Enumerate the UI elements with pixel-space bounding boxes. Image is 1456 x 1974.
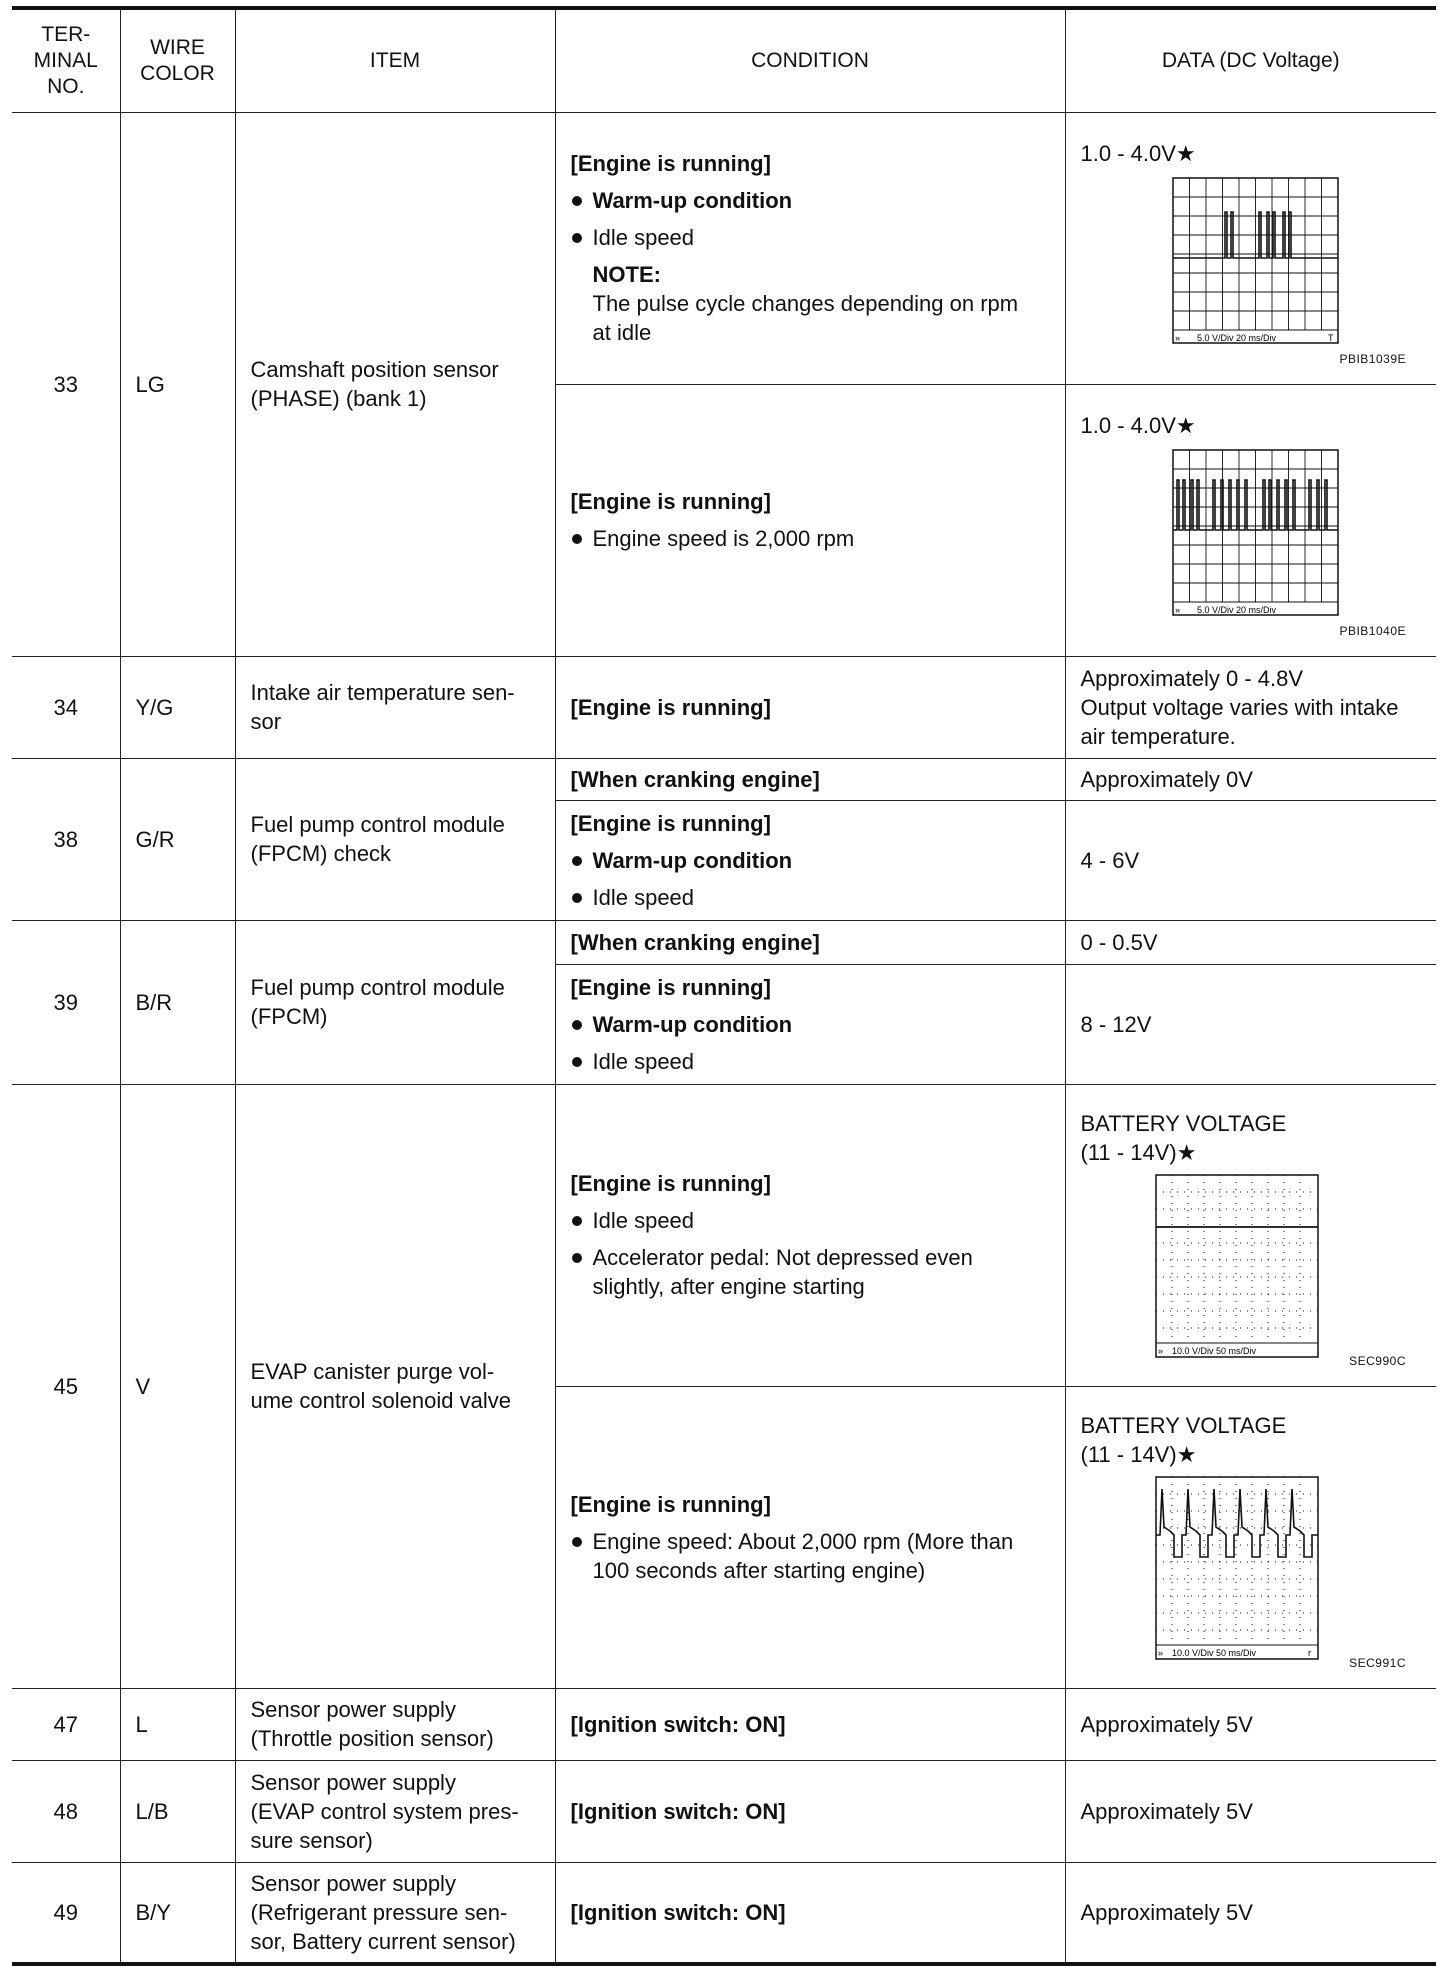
condition-heading: [Engine is running] bbox=[570, 489, 771, 514]
item-line: EVAP canister purge vol- bbox=[250, 1359, 495, 1384]
scope-label: 5.0 V/Div 20 ms/Div bbox=[1196, 332, 1276, 343]
data-cell: 0 - 0.5V bbox=[1065, 920, 1436, 964]
star-icon: ★ bbox=[1175, 140, 1196, 166]
terminal-number: 39 bbox=[12, 920, 120, 1084]
condition-heading: [Engine is running] bbox=[570, 1491, 771, 1517]
scope-prefix: » bbox=[1157, 1648, 1163, 1658]
condition-heading: [When cranking engine] bbox=[570, 766, 820, 792]
item-line: Fuel pump control module bbox=[250, 812, 505, 837]
header-wire-color bbox=[120, 8, 235, 112]
condition-bullet: Idle speed bbox=[571, 1206, 1050, 1235]
item-cell bbox=[235, 1862, 555, 1964]
data-cell bbox=[1065, 1386, 1436, 1688]
header-item: ITEM bbox=[235, 8, 555, 112]
condition-cell bbox=[555, 800, 1065, 920]
data-line: Approximately 0 - 4.8V bbox=[1080, 665, 1304, 691]
wire-color: L/B bbox=[120, 1760, 235, 1862]
condition-heading: [When cranking engine] bbox=[570, 929, 820, 955]
item-cell bbox=[235, 758, 555, 920]
condition-cell bbox=[555, 656, 1065, 758]
header-condition: CONDITION bbox=[555, 8, 1065, 112]
header-terminal-line: MINAL bbox=[33, 48, 98, 72]
note-line: at idle bbox=[592, 320, 652, 345]
wire-color: Y/G bbox=[120, 656, 235, 758]
condition-cell bbox=[555, 964, 1065, 1084]
oscilloscope-waveform bbox=[1081, 1473, 1311, 1663]
condition-bullet: Idle speed bbox=[571, 883, 1050, 912]
scope-label: 5.0 V/Div 20 ms/Div bbox=[1196, 604, 1276, 615]
note-title: NOTE: bbox=[592, 262, 661, 287]
scope-r: r bbox=[1307, 1648, 1311, 1658]
condition-bullet: Accelerator pedal: Not depressed even bbox=[571, 1243, 1050, 1272]
data-cell: 4 - 6V bbox=[1065, 800, 1436, 920]
item-line: sure sensor) bbox=[250, 1827, 373, 1853]
condition-cell bbox=[555, 920, 1065, 964]
condition-cell bbox=[555, 1862, 1065, 1964]
header-terminal-line: TER- bbox=[41, 22, 91, 46]
condition-heading: [Ignition switch: ON] bbox=[570, 1798, 786, 1824]
header-terminal-line: NO. bbox=[47, 74, 85, 98]
condition-heading: [Ignition switch: ON] bbox=[570, 1899, 786, 1925]
condition-bullet: Idle speed bbox=[571, 223, 1050, 252]
wire-color: V bbox=[120, 1084, 235, 1688]
table-header-row bbox=[12, 8, 1436, 112]
condition-bullet-cont: 100 seconds after starting engine) bbox=[592, 1557, 926, 1583]
condition-cell bbox=[555, 1688, 1065, 1760]
wire-color: B/R bbox=[120, 920, 235, 1084]
item-cell bbox=[235, 1760, 555, 1862]
data-value: 1.0 - 4.0V bbox=[1080, 140, 1176, 166]
terminal-number: 33 bbox=[12, 112, 120, 656]
scope-label: 10.0 V/Div 50 ms/Div bbox=[1171, 1648, 1256, 1658]
item-line: Camshaft position sensor bbox=[250, 357, 499, 382]
condition-cell bbox=[555, 1084, 1065, 1386]
scope-prefix: » bbox=[1174, 604, 1180, 615]
scope-T: T bbox=[1327, 332, 1333, 343]
data-cell: 8 - 12V bbox=[1065, 964, 1436, 1084]
table-row bbox=[12, 1688, 1436, 1760]
item-line: sor, Battery current sensor) bbox=[250, 1928, 516, 1954]
condition-cell bbox=[555, 1760, 1065, 1862]
figure-caption: SEC991C bbox=[1349, 1655, 1406, 1670]
item-line: Sensor power supply bbox=[250, 1870, 456, 1896]
data-cell: Approximately 0V bbox=[1065, 758, 1436, 800]
item-cell bbox=[235, 112, 555, 656]
scope-label: 10.0 V/Div 50 ms/Div bbox=[1171, 1346, 1256, 1356]
item-line: (FPCM) check bbox=[250, 841, 392, 866]
condition-cell bbox=[555, 384, 1065, 656]
data-value: BATTERY VOLTAGE bbox=[1080, 1413, 1287, 1438]
data-cell bbox=[1065, 1084, 1436, 1386]
header-wire-line: WIRE bbox=[150, 35, 205, 59]
data-line: air temperature. bbox=[1080, 723, 1236, 749]
condition-bullet: Engine speed is 2,000 rpm bbox=[571, 524, 1050, 553]
item-line: (PHASE) (bank 1) bbox=[250, 386, 427, 411]
data-value: (11 - 14V) bbox=[1080, 1140, 1177, 1165]
item-cell bbox=[235, 1688, 555, 1760]
header-terminal-no bbox=[12, 8, 120, 112]
data-cell: Approximately 5V bbox=[1065, 1760, 1436, 1862]
star-icon: ★ bbox=[1176, 1442, 1197, 1467]
oscilloscope-waveform bbox=[1081, 1171, 1281, 1361]
condition-heading: [Engine is running] bbox=[570, 974, 771, 1000]
data-line: Output voltage varies with intake bbox=[1080, 694, 1399, 720]
data-value: 1.0 - 4.0V bbox=[1080, 412, 1176, 438]
condition-bullet: Warm-up condition bbox=[571, 846, 1050, 875]
terminal-number: 49 bbox=[12, 1862, 120, 1964]
wire-color: B/Y bbox=[120, 1862, 235, 1964]
item-cell bbox=[235, 656, 555, 758]
condition-heading: [Engine is running] bbox=[570, 810, 771, 836]
wire-color: LG bbox=[120, 112, 235, 656]
figure-caption: PBIB1039E bbox=[1339, 351, 1406, 366]
data-value: (11 - 14V) bbox=[1080, 1442, 1177, 1467]
header-wire-line: COLOR bbox=[140, 61, 215, 85]
data-cell bbox=[1065, 384, 1436, 656]
table-row bbox=[12, 1862, 1436, 1964]
table-row bbox=[12, 920, 1436, 964]
star-icon: ★ bbox=[1176, 1140, 1197, 1165]
terminal-number: 34 bbox=[12, 656, 120, 758]
table-row bbox=[12, 656, 1436, 758]
terminal-data-table bbox=[12, 6, 1436, 1966]
item-cell bbox=[235, 920, 555, 1084]
figure-caption: SEC990C bbox=[1349, 1353, 1406, 1368]
item-line: (EVAP control system pres- bbox=[250, 1798, 519, 1824]
item-line: Fuel pump control module bbox=[250, 975, 505, 1000]
terminal-number: 48 bbox=[12, 1760, 120, 1862]
wire-color: G/R bbox=[120, 758, 235, 920]
wire-color: L bbox=[120, 1688, 235, 1760]
table-row bbox=[12, 1084, 1436, 1386]
data-value: BATTERY VOLTAGE bbox=[1080, 1111, 1287, 1136]
condition-bullet: Warm-up condition bbox=[571, 1010, 1050, 1039]
figure-caption: PBIB1040E bbox=[1339, 623, 1406, 638]
item-line: sor bbox=[250, 709, 282, 734]
data-cell bbox=[1065, 112, 1436, 384]
data-cell: Approximately 5V bbox=[1065, 1688, 1436, 1760]
scope-prefix: » bbox=[1174, 332, 1180, 343]
condition-bullet: Warm-up condition bbox=[571, 186, 1050, 215]
item-line: Sensor power supply bbox=[250, 1697, 456, 1722]
data-cell bbox=[1065, 656, 1436, 758]
header-data: DATA (DC Voltage) bbox=[1065, 8, 1436, 112]
oscilloscope-waveform bbox=[1081, 444, 1281, 630]
item-line: Intake air temperature sen- bbox=[250, 680, 515, 705]
note-line: The pulse cycle changes depending on rpm bbox=[592, 291, 1019, 316]
data-cell: Approximately 5V bbox=[1065, 1862, 1436, 1964]
item-cell bbox=[235, 1084, 555, 1688]
condition-cell bbox=[555, 1386, 1065, 1688]
terminal-number: 45 bbox=[12, 1084, 120, 1688]
item-line: ume control solenoid valve bbox=[250, 1388, 511, 1413]
condition-cell bbox=[555, 112, 1065, 384]
condition-heading: [Engine is running] bbox=[570, 1171, 771, 1196]
table-row bbox=[12, 1760, 1436, 1862]
table-row bbox=[12, 112, 1436, 384]
condition-heading: [Engine is running] bbox=[570, 694, 771, 720]
terminal-number: 38 bbox=[12, 758, 120, 920]
item-line: (Refrigerant pressure sen- bbox=[250, 1899, 508, 1925]
condition-bullet-cont: slightly, after engine starting bbox=[592, 1274, 865, 1299]
condition-heading: [Ignition switch: ON] bbox=[570, 1711, 786, 1737]
item-line: Sensor power supply bbox=[250, 1769, 456, 1795]
condition-bullet: Idle speed bbox=[571, 1047, 1050, 1076]
terminal-number: 47 bbox=[12, 1688, 120, 1760]
table-row bbox=[12, 758, 1436, 800]
condition-cell bbox=[555, 758, 1065, 800]
condition-heading: [Engine is running] bbox=[570, 151, 771, 176]
scope-prefix: » bbox=[1157, 1346, 1163, 1356]
item-line: (FPCM) bbox=[250, 1004, 328, 1029]
condition-bullet: Engine speed: About 2,000 rpm (More than bbox=[571, 1527, 1050, 1556]
item-line: (Throttle position sensor) bbox=[250, 1726, 494, 1751]
oscilloscope-waveform bbox=[1081, 172, 1333, 358]
star-icon: ★ bbox=[1175, 412, 1196, 438]
